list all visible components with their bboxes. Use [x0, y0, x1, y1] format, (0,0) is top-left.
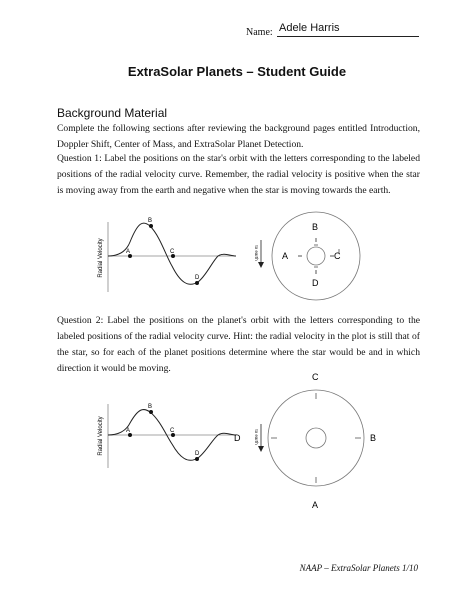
figure1-orbit-label-a: A	[282, 251, 289, 261]
intro-paragraph: Complete the following sections after reviewing the background pages entitled Introduction, Doppler Shift, Center of Mass, and ExtraSolar Planet Detection.	[57, 123, 420, 150]
figure2-label-d: D	[195, 451, 200, 457]
question-2-text: Question 2: Label the positions on the planet's orbit with the letters corresponding to the labeled positions of the radial velocity curve. Hint: the radial velocity in the plot is still that of the star, so for each of the planet positions determine where the star would be and in which direction it would be moving.	[57, 315, 420, 374]
figure1-label-a: A	[126, 249, 131, 255]
figure1-label-b: B	[148, 218, 153, 224]
figure2-orbit-label-c: C	[312, 372, 319, 382]
figure1-point-b	[149, 224, 153, 228]
figure2-axis-label: Radial Velocity	[98, 416, 104, 456]
figure1-velocity-plot	[88, 212, 238, 302]
figure2-label-c: C	[170, 428, 175, 434]
section-heading: Background Material	[57, 106, 168, 120]
figure1-star-orbit	[268, 208, 364, 304]
figure1-axis-label: Radial Velocity	[98, 238, 104, 278]
figure2-point-d	[195, 457, 199, 461]
page-title: ExtraSolar Planets – Student Guide	[127, 64, 347, 79]
page-footer: NAAP – ExtraSolar Planets 1/10	[299, 563, 418, 573]
figure2-outer-orbit	[268, 390, 364, 486]
name-label: Name:	[246, 27, 273, 38]
figure1-earth-label: to earth	[254, 245, 259, 261]
figure1-orbit-label-d: D	[312, 278, 319, 288]
question-1-text: Question 1: Label the positions on the star's orbit with the letters corresponding to the labeled positions of the radial velocity curve. Remember, the radial velocity is positive when the star is moving away from the earth and negative when the star is moving towards the earth.	[57, 153, 420, 196]
figure2-label-b: B	[148, 404, 153, 410]
figure2-orbit-label-b: B	[370, 433, 377, 443]
figure1-label-c: C	[170, 249, 175, 255]
name-field[interactable]: Adele Harris	[277, 22, 419, 37]
figure2-orbit-label-d: D	[234, 433, 241, 443]
figure1-point-d	[195, 281, 199, 285]
figure1-inner-orbit	[307, 247, 325, 265]
figure2-earth-label: to earth	[254, 429, 259, 445]
figure1-label-d: D	[195, 275, 200, 281]
figure2-orbit-label-a: A	[312, 500, 319, 510]
figure2-label-a: A	[126, 428, 131, 434]
figure2-inner-orbit	[306, 428, 326, 448]
figure1-earth-arrowhead	[258, 262, 264, 268]
figure2-planet-orbit	[228, 366, 398, 516]
figure2-point-b	[149, 410, 153, 414]
figure1-orbit-label-b: B	[312, 222, 319, 232]
figure2-velocity-plot	[88, 398, 238, 472]
figure1-orbit-label-c: C	[334, 251, 341, 261]
